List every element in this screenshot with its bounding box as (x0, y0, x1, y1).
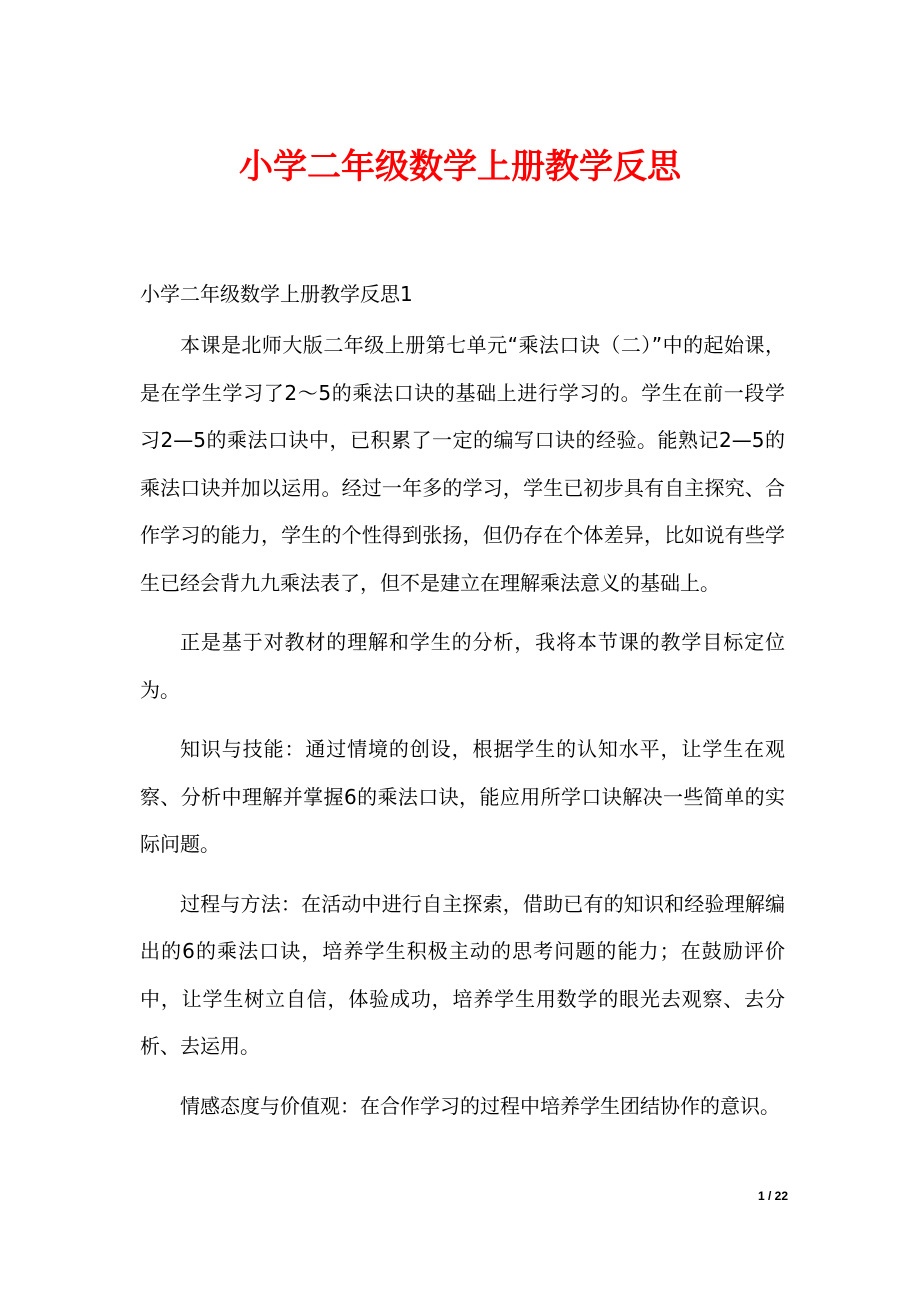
paragraph-emotional-values: 情感态度与价值观：在合作学习的过程中培养学生团结协作的意识。 (180, 1093, 780, 1118)
paragraph-goal-positioning: 正是基于对教材的理解和学生的分析，我将本节课的教学目标定位为。 (140, 630, 785, 702)
section-heading: 小学二年级数学上册教学反思1 (140, 282, 413, 306)
paragraph-intro: 本课是北师大版二年级上册第七单元“乘法口诀（二）”中的起始课，是在学生学习了2～5的乘法口诀的基础上进行学习的。学生在前一段学习2—5的乘法口诀中，已积累了一定的编写口诀的经验。能熟记2—5的乘法口诀并加以运用。经过一年多的学习，学生已初步具有自主探究、合作学习的能力，学生的个性得到张扬，但仍存在个体差异，比如说有些学生已经会背九九乘法表了，但不是建立在理解乘法意义的基础上。 (140, 333, 785, 595)
document-body (140, 322, 785, 1142)
paragraph-process-methods: 过程与方法：在活动中进行自主探索，借助已有的知识和经验理解编出的6的乘法口诀，培养学生积极主动的思考问题的能力；在鼓励评价中，让学生树立自信，体验成功，培养学生用数学的眼光去观察、去分析、去运用。 (140, 891, 785, 1058)
paragraph-knowledge-skills: 知识与技能：通过情境的创设，根据学生的认知水平，让学生在观察、分析中理解并掌握6的乘法口诀，能应用所学口诀解决一些简单的实际问题。 (140, 737, 785, 856)
document-title: 小学二年级数学上册教学反思 (239, 147, 681, 187)
page-number: 1 / 22 (757, 1189, 788, 1203)
